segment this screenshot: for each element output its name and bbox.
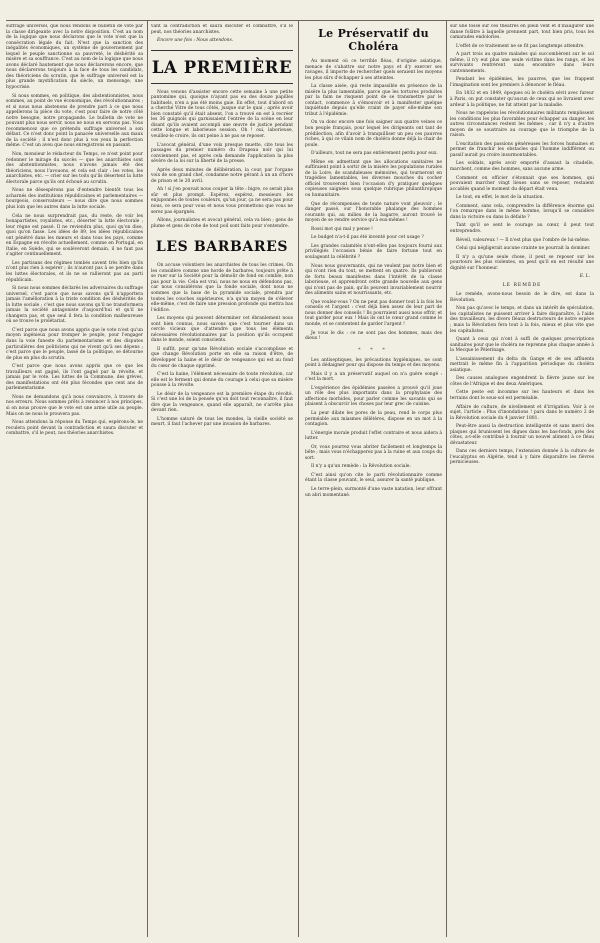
paragraph: La classe aisée, qui reste impassible en présence de la misère la plus lamentable, parce que les tortures produites par la faim ne risquent point de se transmettre par le contact, commence à s'émouvoir et à manifester quelque inquiétude depuis qu'elle craint de payer elle-même son tribut à l'épidémie.	[305, 84, 442, 117]
paragraph: Le désir de la vengeance est la première étape du révolté. Si c'est une loi de la pensée qu'on doit tout reconnaître, il faut dire que la vengeance, quand elle apparaît, ne s'arrête plus devant rien.	[151, 391, 293, 414]
paragraph: Mais il y a un préservatif auquel on n'a guère songé : c'est la mort.	[305, 371, 442, 383]
paragraph: Nous attendons la réponse du Temps qui, espérons-le, ne reculera point devant la contradiction et saura discuter et combattre, s'il le peut, nos théories anarchistes.	[6, 420, 143, 437]
headline-les-barbares: LES BARBARES	[155, 239, 289, 256]
paragraph: Nous venons d'assister encore cette semaine à une petite pantomime qui, quoique n'ayant pas eu des douze papilles habituels, n'en a pas été moins gaie. En effet, tout d'abord on a cherché Vitre de tous côtés, jusque sur le quai ; après avoir bien constaté qu'il était absent, l'on a trouvé en est à recréer les 36 guignols qui garnissaient l'entrée de la scène en leur disant qu'ils avaient accompli une œuvre de justice pendant cette longue et laborieuse session. Oh ! oui, laborieuse, veuillez-le croire, ils ont peine à ne pas se reposer.	[151, 89, 293, 140]
column-2	[151, 24, 293, 937]
paragraph: Encore une fois : Nous attendons.	[157, 38, 234, 44]
paragraph: Le tout, en effet, le mot de la situation.	[456, 195, 544, 201]
paragraph: Pendant les épidémies, les pauvres, que les frappent l'imagination sont les premiers à dénoncer le fléau.	[450, 77, 594, 88]
paragraph: Affaire de culture, de nivellement et d'irrigation. Voir à ce sujet, l'article : Plus d'inondations ! paru dans le numéro 2 de la Révolution sociale du 4 janvier 1881.	[450, 404, 594, 421]
paragraph: Nous ne désespérons pas d'entendre bientôt tous les acharnés des institutions républicaines et parlementaires — bourgeois, conservateurs — nous dire que nous sommes plus loin que les autres dans la lutte sociale.	[6, 188, 143, 210]
paragraph: A part trois au quatre malades qui succombèrent sur le sol même, il n'y eut plus une seule victime dans les rangs, et les survivants rentrèrent sans encombre dans leurs cantonnements.	[450, 52, 594, 74]
column-4	[450, 24, 594, 937]
paragraph: Le budget n'a-t-il pas été inventé pour cet usage ?	[311, 235, 424, 241]
paragraph: On accuse volontiers les anarchistes de tous les crimes. On les considère comme une horde de barbares, toujours prête à se ruer sur la Société pour la démolir de fond en comble, non pas pour la vie. Cela est vrai, nous ne nous en défendons pas, car nous considérons que la fonde sociale, dont nous ne sommes que la base de la pyramide sociale, prendra par toutes les couches supérieures, n'a qu'un moyen de s'élever elle-même, c'est de faire une pression profonde qui mettra bas l'édifice.	[151, 263, 293, 313]
paragraph: Cette peste est incomme sur les hauteurs et dans les terrains dont le sous-sol est perméable.	[450, 390, 594, 401]
paragraph: L'homme saturé de tous les mondes, la vieille société se meurt, il faut l'achever par une invasion de barbares.	[151, 416, 293, 428]
paragraph: L'assainissement du delta du Gange et de ses affluents mettrait le même fin à l'apparition périodique du choléra asiatique.	[450, 356, 594, 373]
paragraph: C'est parce que nous avons appris que le vote n'est qu'un moyen ingénieux pour tromper le peuple, pour l'engager dans la voie funeste du parlementarisme et des disputes particulières des politiciens qui ne vivent qu'à ses dépens ; c'est parce que le peuple, lassé de la politique, se détourne de plus en plus du scrutin.	[6, 327, 143, 361]
paragraph: Il n'y a qu'une seule chose, il peut se reposer sur les pourtours les plus violentes, on peut qu'il en est résulté une dignité sur l'honneur.	[450, 254, 594, 271]
paragraph: D'ailleurs, tout ne sera pas entièrement perdu pour eux.	[311, 151, 438, 157]
column-3	[305, 24, 442, 937]
paragraph: Si nous nous sommes déclarés les adversaires du suffrage universel, c'est parce que nous savons qu'il n'apportera jamais l'amélioration à la triste condition des déshérités de la lutte sociale ; c'est que nous savons qu'il ne transformera jamais la société antagoniste d'aujourd'hui et qu'il ne changera pas, et que seul il fera la condition malheureuse où se trouve le prolétariat.	[6, 286, 143, 325]
paragraph: On va donc encore une fois saigner aux quatre veines ce bon peuple français, pour lequel les dirigeants ont tant de prédilection, afin d'avoir à tranquilliser un peu ces pauvres riches, à qui ce vilain nom de choléra donne déjà la chair de poule.	[305, 120, 442, 148]
column-1	[6, 24, 143, 937]
paragraph: Celui qui négligerait aucune crainte ne pourrait la dominer.	[456, 246, 591, 252]
paragraph: Non pas qu'avec le temps, et dans un intérêt de spéculation, les capitalistes ne puissent arriver à faire disparaître, à l'aide des travailleurs, les divers fléaux destructeurs de notre espèce ; mais la Révolution fera tout à la fois, mieux et plus vite que les capitalistes.	[450, 306, 594, 334]
paragraph: Ah ! si j'en pouvait nous couper la tête : bigre, ce serait plus sûr et plus prompt. Espérez, espérez, messieurs les enjuponnés de toutes couleurs, qu'un jour, ça ne sera pas pour nous, ce sera pour vous et nous vous promettons que vous ne serez pas épargnés.	[151, 187, 293, 215]
paragraph: Que de récompenses de toute nature vont pleuvoir ; le danger passé, sur l'honorable phalange des hommes courants qui, au milieu de la bagarre, auront trouvé le moyen de se rendre service qu'à eux-mêmes !	[305, 201, 442, 224]
paragraph: C'est ainsi qu'on cite le parti révolutionnaire comme étant la classe pouvant, le seul, assurer la santé publique.	[305, 472, 442, 484]
paragraph: Au moment où ce terrible fléau, d'origine asiatique, menace de s'abattre sur notre pays et d'y exercer ses ravages, il importe de rechercher quels seraient les moyens les plus sûrs d'échapper à ses atteintes.	[305, 59, 442, 81]
paragraph: Des causes analogues engendrent la fièvre jaune sur les côtes de l'Afrique et des deux Amériques.	[450, 376, 594, 387]
paragraph: Les antiseptiques, les précautions hygiéniques, ne sont point à dédaigner pour qui dispose du temps et des moyens.	[305, 357, 442, 369]
paragraph: Les partisans des régimes tombés savent très bien qu'ils n'ont plus rien à espérer ; ils n'auront pas à se perdre dans les luttes électorales, et ils ne se rallieront pas au parti républicain.	[6, 260, 143, 283]
paragraph: C'est la haine, l'élément nécessaire de toute révolution, car elle est le ferment qui donne du courage à celui que sa misère pousse à la révolte.	[151, 372, 293, 389]
paragraph: sur une fosse sur ces théâtres en plein vent et d'inaugurer une danse folâtre à laquelle prennent part, tout bien pris, tous les camarades endolories.	[450, 24, 594, 41]
paragraph: Allons, journalistes et avocat général, cela va bien ; gens de plume et gens de robe de tout poil sont faits pour s'entendre.	[151, 218, 293, 229]
paragraph: Non, monsieur le rédacteur du Temps, ce n'est point pour redonner le mirage du succès — que les anarchistes sont des abstentionnistes, nous n'avons jamais été des théoriciens, nous l'avouons, et cela est clair : les votes, les anarchistes, etc. — crier sur les toits qu'ils désertent la lutte électorale parce qu'ils ont échoué au scrutin.	[6, 152, 143, 185]
signature: E. L.	[579, 274, 590, 280]
paragraph: Le terre-plein, surmonté d'une vaste natation, leur offrant un abri momentané.	[305, 487, 442, 498]
paragraph: Quant à ceux qui n'ont à suffi de quelques prescriptions sanitaires pour que le choléra ne reprenne plus chaque année à la Mecque le Pèlerinage.	[450, 337, 594, 354]
paragraph: Après deux minutes de délibération, la cour, par l'organe voix de son grand chef, condamne notre gérant à un an d'hors de prison et le 20 avril.	[151, 167, 293, 184]
paragraph: Les grandes calamités n'ont-elles pas toujours fourni aux privilégiés l'occasion bénie de faire fortune tout en soulageant la célébrité ?	[305, 243, 442, 260]
paragraph: Réveil, valeureux ! — Il n'est plus que l'ombre de lui-même.	[456, 237, 591, 243]
column-rule	[147, 20, 148, 937]
paragraph: vant la contradiction et saura discuter et combattre, s'il le peut, nos théories anarchistes.	[151, 24, 293, 35]
paragraph: Comment on officier s'étonnait que ses hommes, qui pouvaient marcher vingt lieues sans se reposer, restaient accablés quand le moment du départ était venu.	[450, 175, 594, 192]
paragraph: Il suffit, pour qu'une Révolution sociale s'accomplisse et que change Révolution porte en elle sa raison d'être, de développer la haine et le désir de vengeance qui est au fond du cœur de chaque opprimé.	[151, 346, 293, 369]
section-separator-stars: * * *	[358, 346, 389, 353]
paragraph: L'effet de ce traitement ne se fit pas longtemps attendre.	[456, 43, 585, 49]
paragraph: Il n'y a qu'un remède : la Révolution sociale.	[311, 464, 411, 470]
paragraph: L'excitation des passions généreuses les forces humaines et permet de franchir les obstacles qui l'homme indifférent ou passif aurait pu croire insurmontables.	[450, 141, 594, 158]
paragraph: Les moyens qui peuvent déterminer cet ébranlement nous sont bien connus, nous savons que c'est tourner dans un cercle vicieux que d'attendre que tous les éléments nécessaires révolutionnaires par la position qu'ils occupent dans le monde, soient conscients.	[151, 316, 293, 344]
paragraph: Tant qu'il se sent le courage au cœur, il peut tout entreprendre.	[450, 223, 594, 234]
headline-preservatif-cholera: Le Préservatif du Choléra	[318, 27, 429, 53]
paragraph: Même en admettant que les allocations sanitaires ne suffiraient point à sortir de la misère les populations rurales de la Loire, de scandaleuses mémoires, qui tourneront en tragédies lamentables, les diverses mouches du cocher officiel trouveront bien l'occasion d'y pratiquer quelques copieuses saignées sous quelque rubrique philanthropique ou humanitaire.	[305, 159, 442, 199]
top-rule	[6, 20, 594, 21]
paragraph: Que voulez-vous ? On ne peut pas donner tout à la fois les conseils et l'argent : c'est déjà bien assez de leur part de nous donner des conseils ! Ils pourraient aussi nous offrir, et tout garder pour eux ! Mais ils ont le cœur grand comme le monde, et se contentent de garder l'argent !	[305, 299, 442, 327]
headline-la-premiere: LA PREMIÈRE	[151, 50, 293, 84]
paragraph: Nous ne rappelons les révolutionnaires militants remplissent les conditions les plus favorables pour échapper au danger, les autres circonstances restent les mêmes ; car il n'y a d'autre moyen de se soustraire au courage que le triomphe de la raison.	[450, 111, 594, 139]
paragraph: Or, vous pourrez vous abriter facilement et longtemps la bête ; mais vous n'échapperez pas à la ruine et aux coups du sort.	[305, 444, 442, 461]
column-rule	[298, 20, 299, 937]
paragraph: Si nous sommes, en politique, des abstentionnistes, nous sommes, au point de vue économique, des révolutionnaires ; et si nous nous abstenons de prendre part à ce que nous appellerons la pièce du vote, c'est pour faire de notre côté notre besogne, notre propagande. Le bulletin de vote ne pouvant plus nous servir, nous ne nous en servons pas. Vous recommencez que ce prétendu suffrage universel a son défaut. Ce n'est donc point la panacée universelle aux maux de la société ; il n'est donc plus à vos yeux la perfection même. C'est un aveu que nous enregistrons en passant.	[6, 93, 143, 149]
paragraph: Nous nous gouvernants, qui ne veulent pas notre bien et qui n'ont rien du tout, se mettent en quatre. Ils publieront de forts beaux manifestes dans l'intérêt de la classe laborieuse, et apprendront cette grande nouvelle aux gens qui n'ont pas de pain, qu'ils peuvent invariablement nourrir des aliments sains et nourrissants, etc.	[305, 263, 442, 297]
paragraph: Le remède, avons-nous besoin de le dire, est dans la Révolution.	[450, 292, 594, 303]
paragraph: Nous ne demandons qu'à nous convaincre, à travers de nos erreurs. Nous sommes prêts à renoncer à nos principes, si on nous prouve que le vote est une arme utile au peuple. Mais on ne nous le prouvera pas.	[6, 394, 143, 417]
paragraph: Dans ces derniers temps, l'extension donnée à la culture de l'eucalyptus en Algérie, tend à y faire disparaître les fièvres pernicieuses.	[450, 449, 594, 466]
paragraph: En 1832 et en 1849, époques où le choléra sévit avec fureur à Paris, on put constater qu'aucun de ceux qui se livraient avec ardeur à la politique, ne fut atteint par la maladie.	[450, 91, 594, 108]
paragraph: Je vous le dis : ce ne sont pas des hommes, mais des dieux !	[305, 330, 442, 342]
paragraph: La peur dilate les pores de la peau, rend le corps plus perméable aux miasmes délétères, dispose en un mot à la contagion.	[305, 410, 442, 428]
paragraph: Peut-être aussi la destruction intelligente et sans merci des plaques qui brunissent les digues dans les bas-fonds, près des côtes, a-t-elle contribué à fournir un nouvel aliment à ce fléau dévastateur.	[450, 424, 594, 446]
paragraph: suffrage universel, que nous rendons le bulletin de vote par la classe dirigeante avec la notre disposition. C'est au nom de la logique que nous déclarons que le vote n'est que la consécration légale du fait. N'est que la sanction des inégalités économiques, un système de gouvernement par lequel le peuple sanctionne sa pauvreté, le déshérité sa misère et sa souffrance. C'est au nom de la logique que nous avons déclaré hautement que nous déclarerons encore, que nous déclarerons toujours à la face de tous les candidats, des théoriciens du scrutin, que le suffrage universel est la plus grande mystification du siècle, un mensonge, une hypocrisie.	[6, 24, 143, 91]
column-rule	[446, 20, 447, 937]
paragraph: C'est parce que nous avons appris que ce que les travailleurs ont gagné, ils l'ont gagné par la révolte, et jamais par le vote. Les luttes de la Commune, des grèves, des manifestations ont été plus fécondes que cent ans de parlementarisme.	[6, 364, 143, 392]
paragraph: Rossi mot qui mal y pense !	[311, 226, 373, 232]
paragraph: Cela ne nous surprendrait pas, du reste, de voir les bonapartistes, royalistes, etc., déserter la lutte électorale ; leur règne est passé. Il ne reviendra plus, quoi qu'on dise, quoi qu'on fasse. Les idées de 89, les idées républicaines ont pénétré dans les mœurs et dans tous les pays, comme en Espagne en révolte actuellement, comme en Portugal, en Italie, en Suède, qui se soulèveront demain, il ne faut pas s'agiter continuellement.	[6, 213, 143, 258]
newspaper-page	[6, 6, 594, 937]
paragraph: Les soldats, après avoir emporté d'assaut la citadelle, marchent, comme des hommes, sans aucune arme.	[450, 161, 594, 173]
subheading-le-remede: LE REMÈDE	[502, 283, 542, 289]
paragraph: L'énergie morale produit l'effet contraire et nous aidera à lutter.	[305, 430, 442, 442]
paragraph: L'avocat général, d'une voix presque muette, cite tous les passages du premier numéro du Drapeau noir qui lui conviennent pas, et après cela demande l'application la plus sévère de la loi sur la liberté de la presse.	[151, 142, 293, 165]
paragraph: Comment, sans cela, comprendre la différence énorme qui l'on remarque dans le même homme, lorsqu'il se considère dans la victoire ou dans la défaite ?	[450, 203, 594, 220]
paragraph: L'expérience des épidémies passées a prouvé qu'il joue un rôle des plus importants dans la prophylaxie des affections morbides, pour parler comme les savants qui se plaisent à obscurcir les choses par leur grec de cuisine.	[305, 385, 442, 408]
